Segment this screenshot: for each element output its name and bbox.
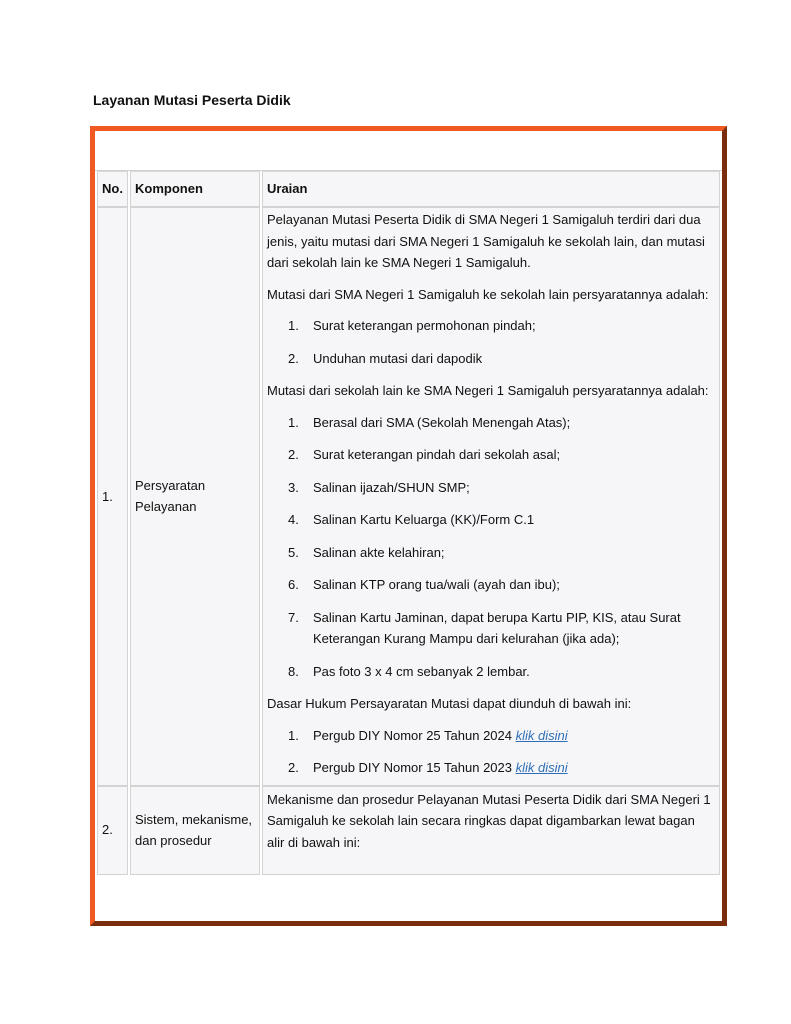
header-uraian: Uraian bbox=[262, 171, 720, 207]
list-text: Pergub DIY Nomor 15 Tahun 2023 bbox=[313, 760, 512, 775]
header-komponen: Komponen bbox=[130, 171, 260, 207]
list-item bbox=[267, 412, 715, 434]
list-text: Salinan KTP orang tua/wali (ayah dan ibu); bbox=[313, 577, 560, 592]
list-number: 4. bbox=[288, 512, 299, 527]
services-table-frame bbox=[90, 126, 727, 926]
list-number: 8. bbox=[288, 663, 299, 679]
list-item bbox=[267, 315, 715, 337]
list-item bbox=[267, 348, 715, 370]
header-no: No. bbox=[97, 171, 128, 207]
list-number: 2. bbox=[288, 447, 299, 462]
list-text: Salinan Kartu Jaminan, dapat berupa Kartu PIP, KIS, atau Surat Keterangan Kurang Mampu dari kelurahan (jika ada); bbox=[313, 609, 681, 646]
list-number: 1. bbox=[288, 318, 299, 333]
list-item bbox=[267, 607, 715, 650]
legal-basis-heading: Dasar Hukum Persayaratan Mutasi dapat diunduh di bawah ini: bbox=[267, 696, 632, 711]
list-text: Surat keterangan pindah dari sekolah asal; bbox=[313, 447, 561, 462]
list-text: Salinan akte kelahiran; bbox=[313, 544, 445, 560]
row-komponen: Persyaratan Pelayanan bbox=[130, 207, 260, 786]
table-row bbox=[97, 207, 720, 786]
outgoing-requirements-heading: Mutasi dari SMA Negeri 1 Samigaluh ke sekolah lain persyaratannya adalah: bbox=[267, 286, 709, 302]
document-title: Layanan Mutasi Peserta Didik bbox=[93, 92, 291, 108]
list-text: Unduhan mutasi dari dapodik bbox=[313, 350, 483, 366]
list-text: Salinan Kartu Keluarga (KK)/Form C.1 bbox=[313, 512, 535, 527]
list-number: 2. bbox=[288, 350, 299, 366]
list-item bbox=[267, 542, 715, 564]
list-item bbox=[267, 757, 715, 779]
intro-paragraph: Pelayanan Mutasi Peserta Didik di SMA Negeri 1 Samigaluh terdiri dari dua jenis, yaitu mutasi dari SMA Negeri 1 Samigaluh ke sekolah lain, dan mutasi dari sekolah lain ke SMA Negeri 1 Samigaluh. bbox=[267, 212, 705, 270]
list-item bbox=[267, 509, 715, 531]
row-uraian bbox=[262, 207, 720, 786]
list-item bbox=[267, 477, 715, 499]
outgoing-requirements-list bbox=[267, 315, 715, 369]
list-number: 7. bbox=[288, 609, 299, 625]
list-number: 3. bbox=[288, 479, 299, 495]
download-link-pergub-15-2023[interactable]: klik disini bbox=[515, 760, 568, 775]
incoming-requirements-heading: Mutasi dari sekolah lain ke SMA Negeri 1 Samigaluh persyaratannya adalah: bbox=[267, 383, 709, 398]
list-number: 5. bbox=[288, 544, 299, 560]
incoming-requirements-list bbox=[267, 412, 715, 683]
list-text: Salinan ijazah/SHUN SMP; bbox=[313, 479, 470, 495]
row-komponen: Sistem, mekanisme, dan prosedur bbox=[130, 786, 260, 875]
list-text: Pergub DIY Nomor 25 Tahun 2024 bbox=[313, 727, 512, 743]
list-text: Berasal dari SMA (Sekolah Menengah Atas); bbox=[313, 414, 571, 430]
list-text: Surat keterangan permohonan pindah; bbox=[313, 318, 536, 333]
list-text: Pas foto 3 x 4 cm sebanyak 2 lembar. bbox=[313, 663, 530, 679]
list-item bbox=[267, 661, 715, 683]
list-item bbox=[267, 725, 715, 747]
list-number: 6. bbox=[288, 577, 299, 592]
row-number: 1. bbox=[97, 207, 128, 786]
list-item bbox=[267, 574, 715, 596]
list-item bbox=[267, 444, 715, 466]
row-uraian bbox=[262, 786, 720, 875]
row-number: 2. bbox=[97, 786, 128, 875]
legal-basis-list bbox=[267, 725, 715, 779]
download-link-pergub-25-2024[interactable]: klik disini bbox=[515, 727, 568, 743]
table-caption-blank-row bbox=[95, 131, 722, 171]
table-row bbox=[97, 786, 720, 875]
list-number: 1. bbox=[288, 414, 299, 430]
procedure-paragraph: Mekanisme dan prosedur Pelayanan Mutasi Peserta Didik dari SMA Negeri 1 Samigaluh ke sekolah lain secara ringkas dapat digambarkan lewat bagan alir di bawah ini: bbox=[267, 791, 711, 850]
table-header-row bbox=[97, 171, 720, 207]
services-table bbox=[95, 171, 722, 875]
list-number: 2. bbox=[288, 760, 299, 775]
list-number: 1. bbox=[288, 727, 299, 743]
